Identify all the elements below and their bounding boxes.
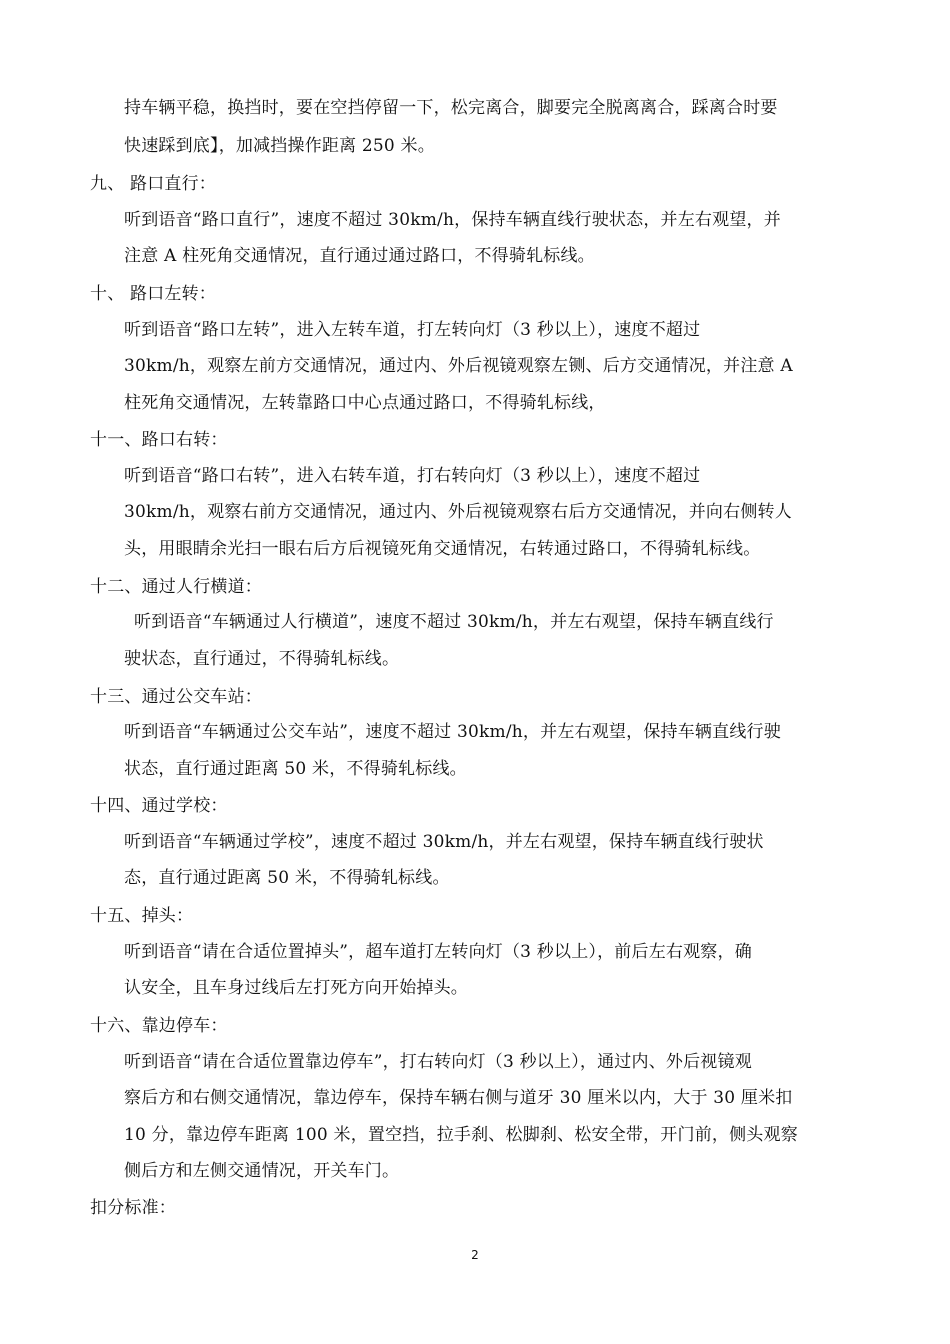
section-16-line: 10 分，靠边停车距离 100 米，置空挡，拉手刹、松脚刹、松安全带，开门前，侧头观察	[124, 1125, 798, 1145]
section-11-line: 听到语音“路口右转”，进入右转车道，打右转向灯（3 秒以上），速度不超过	[124, 466, 701, 486]
section-heading-15: 十五、掉头：	[90, 906, 194, 926]
section-15-line: 认安全，且车身过线后左打死方向开始掉头。	[124, 978, 468, 998]
section-heading-14: 十四、通过学校：	[90, 796, 228, 816]
continuation-line: 持车辆平稳，换挡时，要在空挡停留一下，松完离合，脚要完全脱离离合，踩离合时要	[124, 98, 778, 118]
section-13-line: 听到语音“车辆通过公交车站”，速度不超过 30km/h，并左右观望，保持车辆直线行驶	[124, 722, 781, 742]
section-heading-11: 十一、路口右转：	[90, 430, 228, 450]
section-13-line: 状态，直行通过距离 50 米，不得骑轧标线。	[124, 759, 467, 779]
section-12-line: 听到语音“车辆通过人行横道”，速度不超过 30km/h，并左右观望，保持车辆直线行	[134, 612, 774, 632]
section-heading-12: 十二、通过人行横道：	[90, 577, 262, 597]
section-10-line: 听到语音“路口左转”，进入左转车道，打左转向灯（3 秒以上），速度不超过	[124, 320, 701, 340]
section-10-line: 柱死角交通情况，左转靠路口中心点通过路口，不得骑轧标线，	[124, 393, 606, 413]
deduction-standard-heading: 扣分标准：	[90, 1198, 176, 1218]
continuation-line: 快速踩到底】，加减挡操作距离 250 米。	[124, 136, 435, 156]
section-11-line: 30km/h，观察右前方交通情况，通过内、外后视镜观察右后方交通情况，并向右侧转人	[124, 502, 792, 522]
section-10-line: 30km/h，观察左前方交通情况，通过内、外后视镜观察左铡、后方交通情况，并注意 A	[124, 356, 793, 376]
section-16-line: 察后方和右侧交通情况，靠边停车，保持车辆右侧与道牙 30 厘米以内，大于 30 厘米扣	[124, 1088, 793, 1108]
section-9-line: 听到语音“路口直行”，速度不超过 30km/h，保持车辆直线行驶状态，并左右观望，并	[124, 210, 781, 230]
section-heading-10: 十、 路口左转：	[90, 284, 217, 304]
section-heading-16: 十六、靠边停车：	[90, 1016, 228, 1036]
section-heading-9: 九、 路口直行：	[90, 174, 217, 194]
section-11-line: 头，用眼睛余光扫一眼右后方后视镜死角交通情况，右转通过路口，不得骑轧标线。	[124, 539, 761, 559]
section-12-line: 驶状态，直行通过，不得骑轧标线。	[124, 649, 400, 669]
section-16-line: 侧后方和左侧交通情况，开关车门。	[124, 1161, 400, 1181]
section-14-line: 听到语音“车辆通过学校”，速度不超过 30km/h，并左右观望，保持车辆直线行驶状	[124, 832, 764, 852]
section-heading-13: 十三、通过公交车站：	[90, 687, 262, 707]
section-15-line: 听到语音“请在合适位置掉头”，超车道打左转向灯（3 秒以上），前后左右观察，确	[124, 942, 752, 962]
section-14-line: 态，直行通过距离 50 米，不得骑轧标线。	[124, 868, 450, 888]
page-number: 2	[471, 1248, 479, 1262]
section-16-line: 听到语音“请在合适位置靠边停车”，打右转向灯（3 秒以上），通过内、外后视镜观	[124, 1052, 752, 1072]
section-9-line: 注意 A 柱死角交通情况，直行通过通过路口，不得骑轧标线。	[124, 246, 595, 266]
